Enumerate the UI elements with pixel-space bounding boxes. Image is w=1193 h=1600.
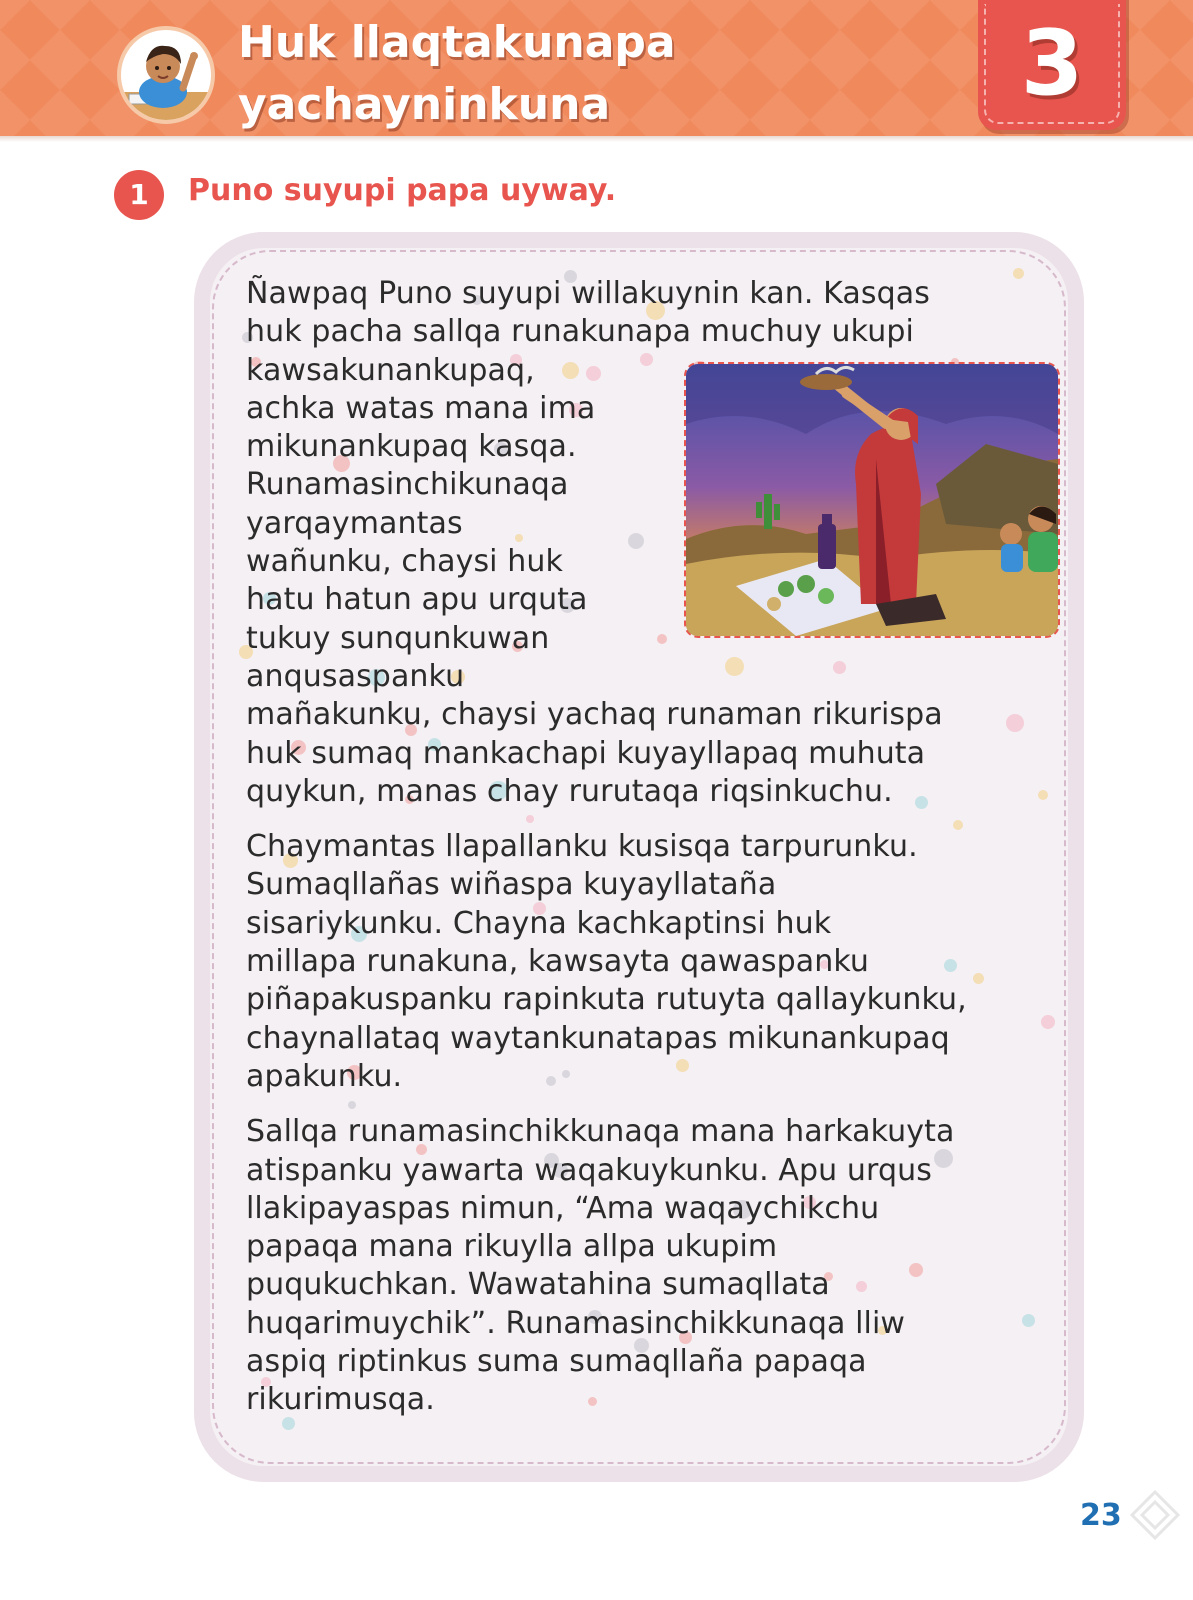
text-line: chaynallataq waytankunatapas mikunankupaq: [246, 1020, 950, 1056]
text-line: mañakunku, chaysi yachaq runaman rikurispa: [246, 697, 943, 733]
unit-number: 3: [1020, 11, 1084, 116]
text-line: huk sumaq mankachapi kuyayllapaq muhuta: [246, 735, 926, 771]
text-line: Sumaqllañas wiñaspa kuyayllataña: [246, 867, 777, 903]
text-line: huqarimuychik”. Runamasinchikkunaqa lliw: [246, 1305, 906, 1341]
student-reading-illustration: [121, 30, 211, 120]
student-avatar: [117, 26, 215, 124]
text-line: achka watas mana ima: [246, 390, 596, 426]
text-line: tukuy sunqunkuwan: [246, 620, 550, 656]
text-line: millapa runakuna, kawsayta qawaspanku: [246, 944, 870, 980]
text-line: anqusaspanku: [246, 658, 465, 694]
text-line: atispanku yawarta waqakuykunku. Apu urqus: [246, 1152, 932, 1188]
text-line: puqukuchkan. Wawatahina sumaqllata: [246, 1267, 830, 1303]
text-line: huk pacha sallqa runakunapa muchuy ukupi: [246, 314, 914, 350]
text-line: piñapakuspanku rapinkuta rutuyta qallaykunku,: [246, 982, 967, 1018]
unit-number-tab: [978, 0, 1126, 130]
text-line: Ñawpaq Puno suyupi willakuynin kan. Kasqas: [246, 276, 930, 311]
offering-illustration: [684, 362, 1060, 638]
text-line: Sallqa runamasinchikkunaqa mana harkakuyta: [246, 1114, 955, 1150]
activity-title: Puno suyupi papa uyway.: [188, 173, 617, 208]
text-line: yarqaymantas: [246, 505, 463, 541]
text-line: quykun, manas chay rurutaqa riqsinkuchu.: [246, 773, 893, 809]
offering-scene-image: [686, 364, 1058, 636]
text-line: aspiq riptinkus suma sumaqllaña papaqa: [246, 1344, 867, 1380]
text-line: llakipayaspas nimun, “Ama waqaychikchu: [246, 1190, 880, 1226]
text-line: Chaymantas llapallanku kusisqa tarpurunku.: [246, 829, 918, 865]
reading-paragraph-2: [246, 828, 1046, 1096]
text-line: Runamasinchikunaqa: [246, 467, 569, 503]
text-line: papaqa mana rikuylla allpa ukupim: [246, 1229, 778, 1265]
page-number: 23: [1080, 1498, 1122, 1533]
text-line: sisariykunku. Chayna kachkaptinsi huk: [246, 905, 832, 941]
chapter-title-line-1: Huk llaqtakunapa: [238, 17, 676, 68]
text-line: rikurimusqa.: [246, 1382, 435, 1418]
activity-number-badge: 1: [114, 170, 164, 220]
chapter-title: [238, 12, 858, 136]
diamond-corner-decoration: [1130, 1490, 1180, 1540]
text-line: hatu hatun apu urquta: [246, 582, 588, 618]
text-line: kawsakunankupaq,: [246, 352, 535, 388]
text-line: mikunankupaq kasqa.: [246, 429, 577, 465]
text-line: apakunku.: [246, 1058, 403, 1094]
header-divider: [0, 136, 1193, 142]
chapter-title-line-2: yachayninkuna: [238, 79, 611, 130]
reading-paragraph-3: [246, 1113, 1046, 1419]
text-line: wañunku, chaysi huk: [246, 544, 563, 580]
